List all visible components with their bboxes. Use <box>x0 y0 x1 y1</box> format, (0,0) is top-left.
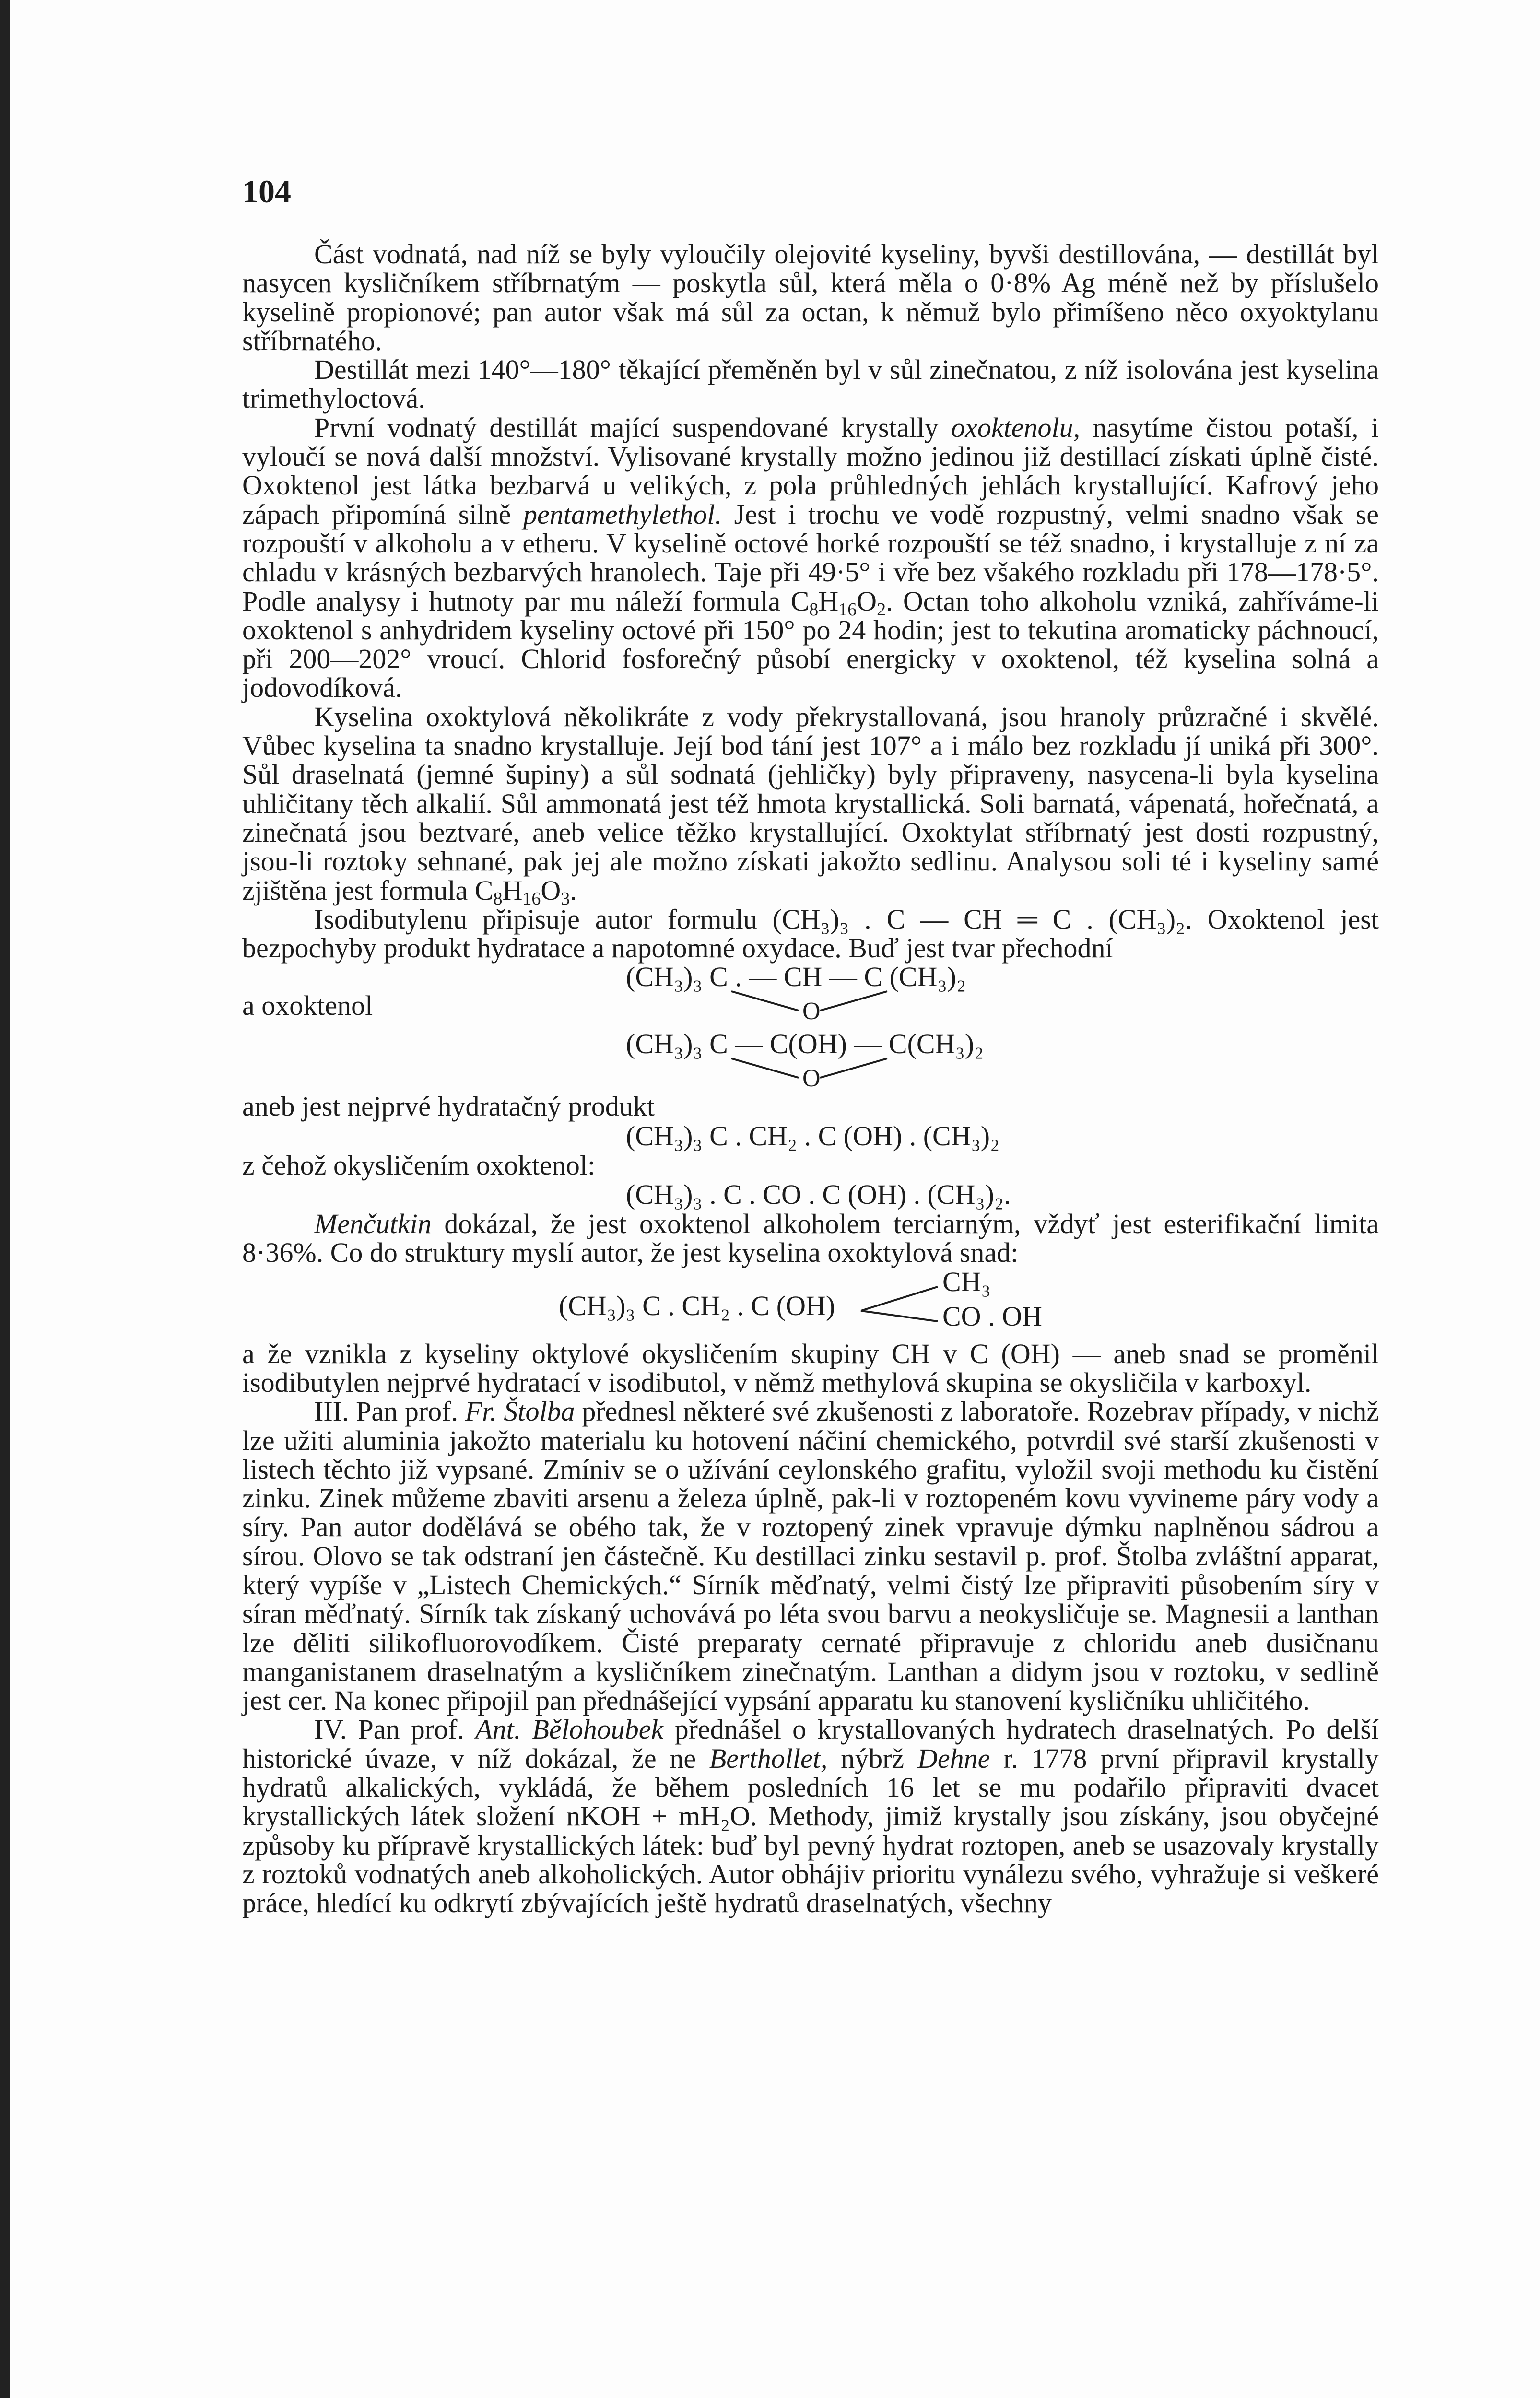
scan-edge <box>0 0 10 2398</box>
oxidation-intro: z čehož okysličením oxoktenol: <box>242 1149 596 1181</box>
author-stolba: Fr. Štolba <box>465 1396 575 1427</box>
paragraph-oktyl: a že vznikla z kyseliny oktylové okysličením skupiny CH v C (OH) — aneb snad se proměnil isodibutylen nejprvé hydratací v isodibutol, v němž methylová skupina se okysličila v karboxyl. <box>242 1338 1379 1398</box>
paragraph-1: Část vodnatá, nad níž se byly vyloučily olejovité kyseliny, byvši destillována, — destillát byl nasycen kysličníkem stříbrnatým — poskytla sůl, která měla o 0·8% Ag méně než by příslušelo kyselině propionové; pan autor však má sůl za octan, k němuž bylo přimíšeno něco oxyoktylanu stříbrnatého. <box>242 238 1379 356</box>
acid-formula-left: (CH₃)₃ C . CH₂ . C (OH) <box>559 1290 835 1321</box>
acid-formula-bottom: CO . OH <box>942 1300 1042 1332</box>
term-pentamethylethol: pentamethylethol. <box>523 498 722 530</box>
acid-formula-block <box>242 1268 1379 1340</box>
name-berthollet: Berthollet, <box>709 1742 828 1774</box>
author-belohoubek: Ant. Bělohoubek <box>475 1714 664 1745</box>
paragraph-oxoktyl-acid: Kyselina oxoktylová několikráte z vody překrystallovaná, jsou hranoly průzračné i skvělé. Vůbec kyselina ta snadno krystalluje. Její bod tání jest 107° a i málo bez rozkladu jí uniká při 300°. Sůl draselnatá (jemné šupiny) a sůl sodnatá (jehličky) byly připraveny, nasycena-li byla kyselina uhličitany těch alkalií. Sůl ammonatá jest též hmota krystallická. Soli barnatá, vápenatá, hořečnatá, a zinečnatá jsou beztvaré, aneb velice těžko krystallující. Oxoktylat stříbrnatý jest dosti rozpustný, jsou-li roztoky sehnané, pak jej ale možno získati jakožto sedlinu. Analysou soli té i kyseliny samé zjištěna jest formula $C_8H_{16}O_3$. <box>242 701 1379 909</box>
paragraph-oxoktenol: První vodnatý destillát mající suspendované krystally oxoktenolu, nasytíme čistou potaší, i vyloučí se nová další množství. Vylisované krystally možno jedinou již destillací získati úplně čisté. Oxoktenol jest látka bezbarvá u velikých, z pola průhledných jehlách krystallující. Kafrový jeho zápach připomíná silně pentamethylethol. Jest i trochu ve vodě rozpustný, velmi snadno však se rozpouští v alkoholu a v etheru. V kyselině octové horké rozpouští se též snadno, i krystalluje z ní za chladu v krásných bezbarvých hranolech. Taje při 49·5° i vře bez všakého rozkladu při 178—178·5°. Podle analysy i hutnoty par mu náleží formula $C_8H_{16}O_2$. Octan toho alkoholu vzniká, zahříváme-li oxoktenol s anhydridem kyseliny octové při 150° po 24 hodin; jest to tekutina aromaticky páchnoucí, při 200—202° vroucí. Chlorid fosforečný působí energicky v oxoktenol, též kyselina solná a jodovodíková. <box>242 411 1379 704</box>
oxoktenol-formula: (CH₃)₃ C — C(OH) — C(CH₃)₂ <box>626 1028 984 1060</box>
paragraph-2: Destillát mezi 140°—180° těkající přeměněn byl v sůl zinečnatou, z níž isolována jest kyselina trimethyloctová. <box>242 354 1379 414</box>
bridge-oxygen-2: O <box>802 1065 821 1093</box>
term-oxoktenol: oxoktenolu <box>951 411 1073 443</box>
acid-formula-top: CH₃ <box>942 1266 991 1297</box>
oxidation-formula: (CH₃)₃ . C . CO . C (OH) . (CH₃)₂. <box>626 1179 1011 1211</box>
paragraph-stolba: III. Pan prof. Fr. Štolba přednesl některé své zkušenosti z laboratoře. Rozebrav případy, v nichž lze užiti aluminia jakožto materialu ku hotovení náčiní chemického, potvrdil své starší zkušenosti v listech těchto již vypsané. Zmíniv se o užívání ceylonského grafitu, vyložil svoji methodu ku čistění zinku. Zinek můžeme zbaviti arsenu a železa úplně, pak-li v roztopeném kovu vyvineme páry vody a síry. Pan autor dodělává se obého tak, že v roztopený zinek vpravuje dýmku naplněnou sádrou a sírou. Olovo se tak odstraní jen částečně. Ku destillaci zinku sestavil p. prof. Štolba zvláštní apparat, který vypíše v „Listech Chemických.“ Sírník měďnatý, velmi čistý lze připraviti působením síry v síran měďnatý. Sírník tak získaný uchovává po léta svou barvu a neokysličuje se. Magnesii a lanthan lze děliti silikofluorovodíkem. Čisté preparaty cernaté připravuje z chloridu aneb dusičnanu manganistanem draselnatým a kysličníkem zinečnatým. Lanthan a didym jsou v roztoku, v sedlině jest cer. Na konec připojil pan přednášející vypsání apparatu ku stanovení kysličníku uhličitého. <box>242 1396 1379 1716</box>
ring-bridges <box>242 963 1379 1092</box>
hydrate-intro: aneb jest nejprvé hydratačný produkt <box>242 1091 655 1122</box>
bridge-oxygen-1: O <box>802 998 821 1025</box>
paragraph-isodibutylen: Isodibutylenu připisuje autor formulu (CH₃)₃ . C — CH ═ C . (CH₃)₂. Oxoktenol jest bezpochyby produkt hydratace a napotomné oxydace. Buď jest tvar přechodní <box>242 903 1379 964</box>
name-dehne: Dehne <box>917 1742 990 1774</box>
article-body <box>242 240 1379 1918</box>
acid-branch <box>242 1268 1379 1340</box>
hydrate-formula: (CH₃)₃ C . CH₂ . C (OH) . (CH₃)₂ <box>626 1120 1000 1152</box>
page-number: 104 <box>242 173 291 210</box>
transition-formula: (CH₃)₃ C . — CH — C (CH₃)₂ <box>626 961 966 993</box>
paragraph-mencutkin: Menčutkin dokázal, že jest oxoktenol alkoholem terciarným, vždyť jest esterifikační limita 8·36%. Co do struktury myslí autor, že jest kyselina oxoktylová snad: <box>242 1208 1379 1269</box>
paragraph-belohoubek: IV. Pan prof. Ant. Bělohoubek přednášel o krystallovaných hydratech draselnatých. Po delší historické úvaze, v níž dokázal, že ne Berthollet, nýbrž Dehne r. 1778 první připravil krystally hydratů alkalických, vykládá, že během posledních 16 let se mu podařilo připraviti dvacet krystallických látek složení nKOH + mH₂O. Methody, jimiž krystally jsou získány, jsou obyčejné způsoby ku přípravě krystallických látek: buď byl pevný hydrat roztopen, aneb se usazovaly krystally z roztoků vodnatých aneb alkoholických. Autor obhájiv prioritu vynálezu svého, vyhražuje si veškeré práce, hledící ku odkrytí zbývajících ještě hydratů draselnatých, všechny <box>242 1714 1379 1919</box>
ring-label: a oxoktenol <box>242 990 373 1022</box>
author-mencutkin: Menčutkin <box>314 1208 432 1240</box>
ring-formula-block <box>242 963 1379 1092</box>
